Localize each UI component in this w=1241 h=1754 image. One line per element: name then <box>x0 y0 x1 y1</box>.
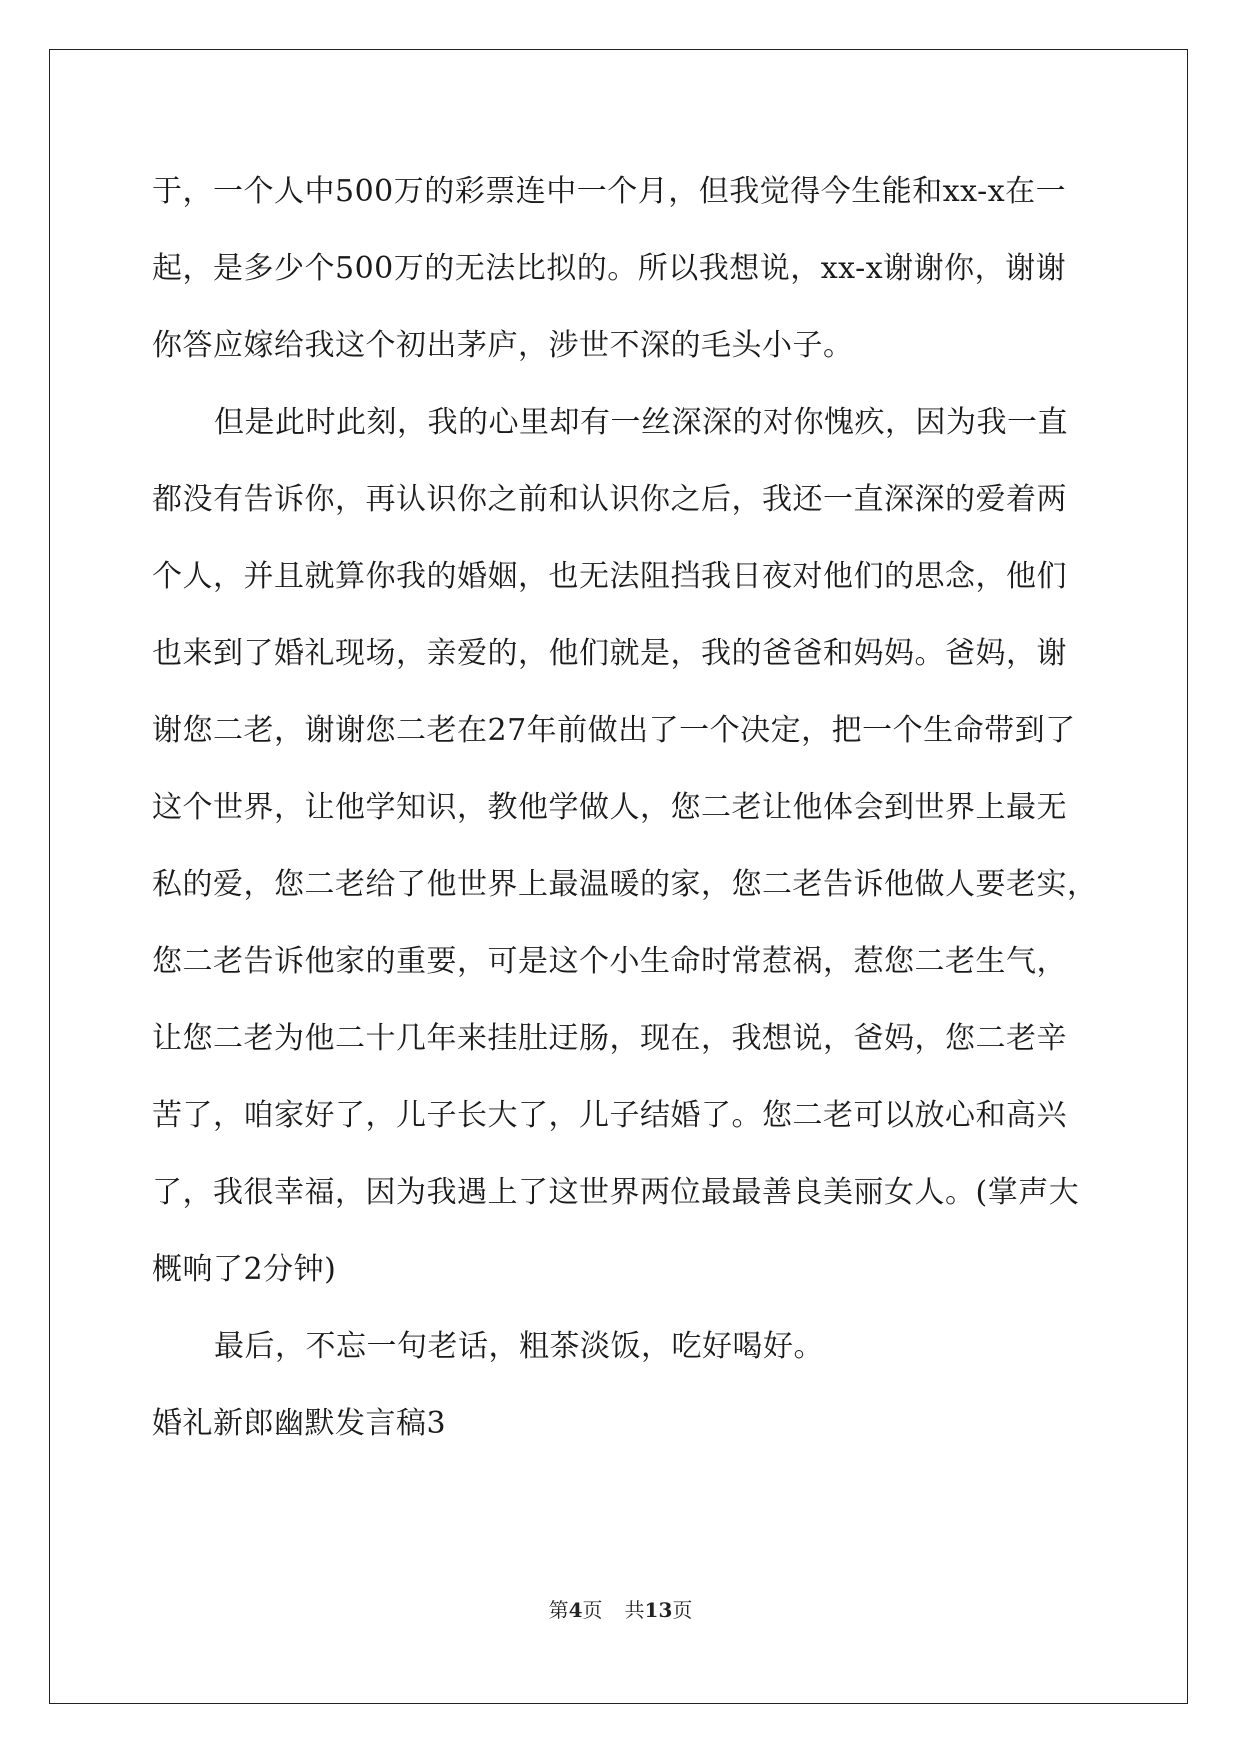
footer-page-suffix: 页 <box>582 1598 603 1622</box>
text-line: 最后，不忘一句老话，粗茶淡饭，吃好喝好。 <box>214 1329 824 1364</box>
paragraph <box>152 1308 1102 1385</box>
text-line: 起，是多少个500万的无法比拟的。所以我想说，xx-x谢谢你，谢谢 <box>152 251 1067 286</box>
text-line: 但是此时此刻，我的心里却有一丝深深的对你愧疚，因为我一直 <box>214 405 1068 440</box>
document-body <box>152 153 1102 1462</box>
text-line: 也来到了婚礼现场，亲爱的，他们就是，我的爸爸和妈妈。爸妈，谢 <box>152 636 1067 671</box>
footer-total-suffix: 页 <box>672 1598 693 1622</box>
footer-total-prefix: 共 <box>624 1598 645 1622</box>
text-line: 让您二老为他二十几年来挂肚迂肠，现在，我想说，爸妈，您二老辛 <box>152 1021 1067 1056</box>
text-line: 概响了2分钟) <box>152 1252 337 1287</box>
text-line: 了，我很幸福，因为我遇上了这世界两位最最善良美丽女人。(掌声大 <box>152 1175 1080 1210</box>
text-line: 苦了，咱家好了，儿子长大了，儿子结婚了。您二老可以放心和高兴 <box>152 1098 1067 1133</box>
footer-prefix: 第 <box>548 1598 569 1622</box>
paragraph <box>152 1385 1102 1462</box>
current-page-number: 4 <box>568 1598 583 1622</box>
paragraph <box>152 153 1102 384</box>
page-footer <box>0 1594 1241 1623</box>
paragraph <box>152 384 1102 1308</box>
text-line: 您二老告诉他家的重要，可是这个小生命时常惹祸，惹您二老生气， <box>152 944 1067 979</box>
text-line: 谢您二老，谢谢您二老在27年前做出了一个决定，把一个生命带到了 <box>152 713 1076 748</box>
text-line: 于，一个人中500万的彩票连中一个月，但我觉得今生能和xx-x在一 <box>152 174 1067 209</box>
text-line: 你答应嫁给我这个初出茅庐，涉世不深的毛头小子。 <box>152 328 854 363</box>
text-line: 个人，并且就算你我的婚姻，也无法阻挡我日夜对他们的思念，他们 <box>152 559 1067 594</box>
total-pages-number: 13 <box>644 1598 673 1622</box>
text-line: 婚礼新郎幽默发言稿3 <box>152 1406 447 1441</box>
text-line: 都没有告诉你，再认识你之前和认识你之后，我还一直深深的爱着两 <box>152 482 1067 517</box>
text-line: 私的爱，您二老给了他世界上最温暖的家，您二老告诉他做人要老实， <box>152 867 1098 902</box>
text-line: 这个世界，让他学知识，教他学做人，您二老让他体会到世界上最无 <box>152 790 1067 825</box>
